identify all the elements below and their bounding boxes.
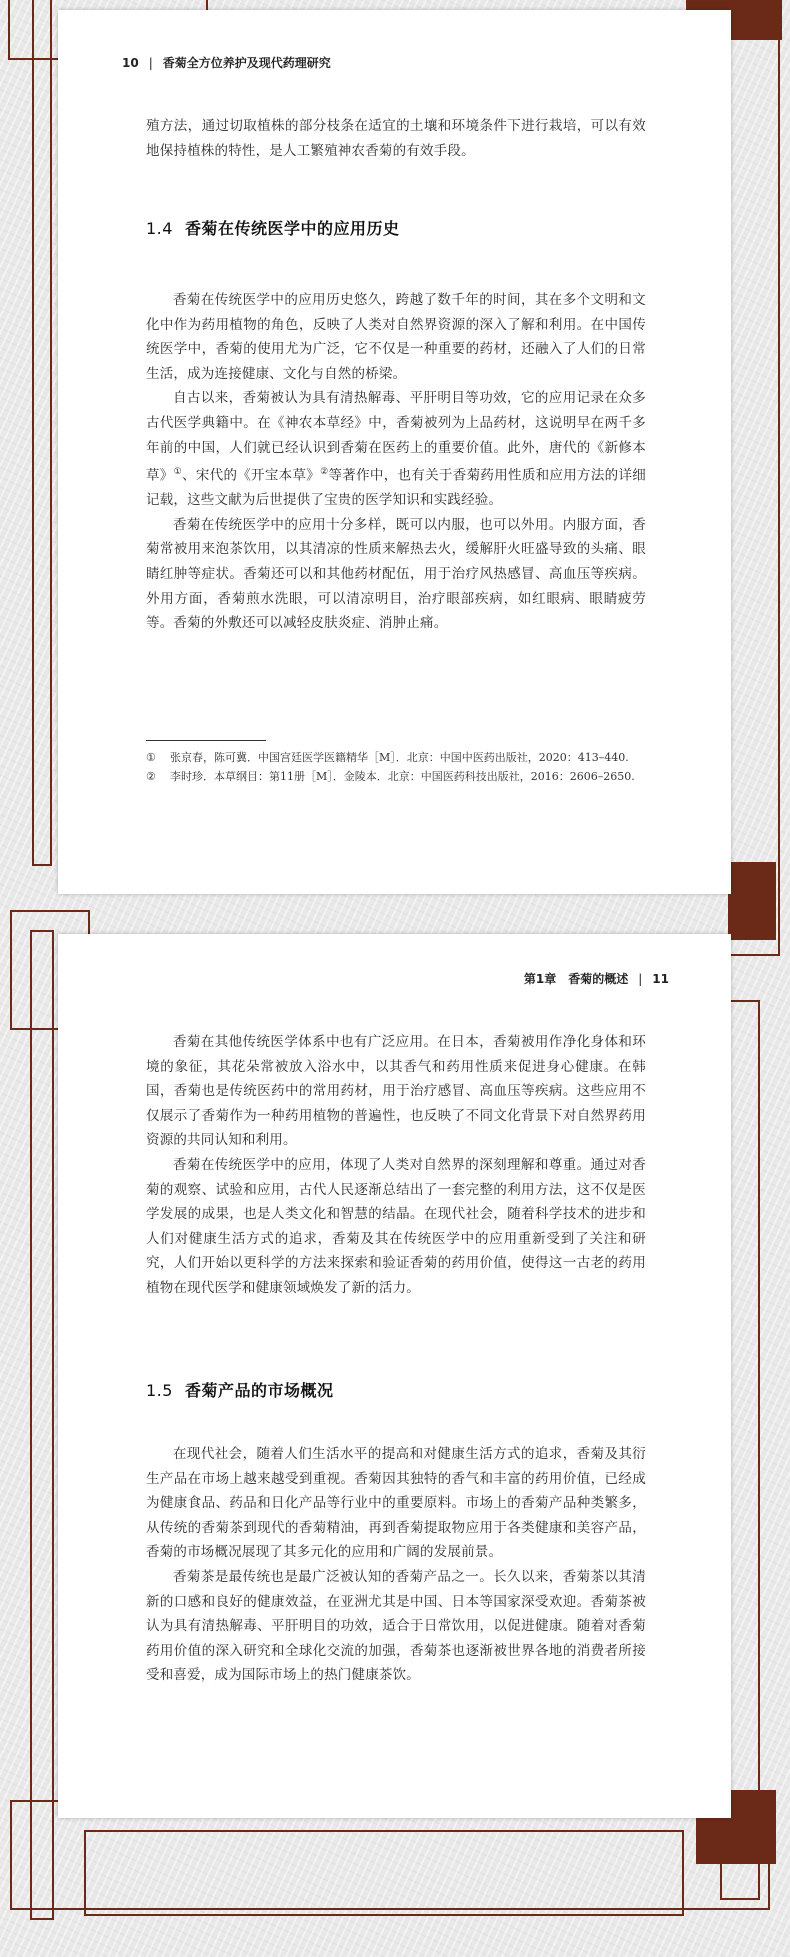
footnote-text: 张京春，陈可冀．中国宫廷医学医籍精华［M］．北京：中国中医药出版社，2020：413–440. bbox=[170, 751, 629, 764]
paragraph: 香菊在传统医学中的应用历史悠久，跨越了数千年的时间，其在多个文明和文化中作为药用植物的角色，反映了人类对自然界资源的深入了解和利用。在中国传统医学中，香菊的使用尤为广泛，它不仅是一种重要的药材，还融入了人们的日常生活，成为连接健康、文化与自然的桥梁。 bbox=[146, 292, 646, 382]
lead-paragraph-block bbox=[146, 114, 646, 163]
paragraph: 香菊在传统医学中的应用十分多样，既可以内服，也可以外用。内服方面，香菊常被用来泡茶饮用，以其清凉的性质来解热去火，缓解肝火旺盛导致的头痛、眼睛红肿等症状。香菊还可以和其他药材配伍，用于治疗风热感冒、高血压等疾病。外用方面，香菊煎水洗眼，可以清凉明目，治疗眼部疾病，如红眼病、眼睛疲劳等。香菊的外敷还可以减轻皮肤炎症、消肿止痛。 bbox=[146, 516, 646, 632]
section-number: 1.5 bbox=[146, 1381, 173, 1400]
book-page-11 bbox=[58, 934, 731, 1818]
footnote-divider bbox=[146, 740, 266, 741]
paragraph: 在现代社会，随着人们生活水平的提高和对健康生活方式的追求，香菊及其衍生产品在市场上越来越受到重视。香菊因其独特的香气和丰富的药用价值，已经成为健康食品、药品和日化产品等行业中的重要原料。市场上的香菊产品种类繁多，从传统的香菊茶到现代的香菊精油，再到香菊提取物应用于各类健康和美容产品，香菊的市场概况展现了其多元化的应用和广阔的发展前景。 bbox=[146, 1446, 646, 1561]
body-text-page-11-top bbox=[146, 1030, 646, 1301]
paragraph-with-refs bbox=[146, 386, 646, 512]
book-page-10 bbox=[58, 10, 731, 894]
page-number: 11 bbox=[652, 972, 669, 986]
book-title: 香菊全方位养护及现代药理研究 bbox=[162, 56, 331, 70]
section-title: 香菊在传统医学中的应用历史 bbox=[184, 219, 400, 238]
section-heading-1-5 bbox=[146, 1378, 646, 1401]
footnote bbox=[146, 767, 646, 786]
paragraph: 香菊在传统医学中的应用，体现了人类对自然界的深刻理解和尊重。通过对香菊的观察、试验和应用，古代人民逐渐总结出了一套完整的利用方法，这不仅是医学发展的成果，也是人类文化和智慧的结晶。在现代社会，随着科学技术的进步和人们对健康生活方式的追求，香菊及其在传统医学中的应用重新受到了关注和研究，人们开始以更科学的方法来探索和验证香菊的药用价值，使得这一古老的药用植物在现代医学和健康领域焕发了新的活力。 bbox=[146, 1156, 646, 1296]
left-lower-frame bbox=[30, 930, 54, 1920]
header-separator: | bbox=[148, 56, 153, 70]
footnote-ref[interactable]: ① bbox=[173, 467, 183, 478]
chapter-title: 第1章 香菊的概述 bbox=[523, 972, 629, 986]
running-header-right bbox=[524, 970, 669, 987]
footnote-mark: ② bbox=[146, 770, 156, 783]
footnote bbox=[146, 748, 646, 767]
body-text-page-10 bbox=[146, 288, 646, 636]
paragraph: 香菊茶是最传统也是最广泛被认知的香菊产品之一。长久以来，香菊茶以其清新的口感和良好的健康效益，在亚洲尤其是中国、日本等国家深受欢迎。香菊茶被认为具有清热解毒、平肝明目的功效，适合于日常饮用，以促进健康。随着对香菊药用价值的深入研究和全球化交流的加强，香菊茶也逐渐被世界各地的消费者所接受和喜爱，成为国际市场上的热门健康茶饮。 bbox=[146, 1568, 646, 1684]
footnotes bbox=[146, 748, 646, 786]
header-separator: | bbox=[638, 972, 643, 986]
paragraph-text: 等著作中，也有关于香菊药用性质和应用方法的详细记载，这些文献为后世提供了宝贵的医学知识和实践经验。 bbox=[146, 467, 646, 509]
paragraph: 香菊在其他传统医学体系中也有广泛应用。在日本，香菊被用作净化身体和环境的象征，其花朵常被放入浴水中，以其香气和药用性质来促进身心健康。在韩国，香菊也是传统医药中的常用药材，用于治疗感冒、高血压等疾病。这些应用不仅展示了香菊作为一种药用植物的普遍性，也反映了不同文化背景下对自然界药用资源的共同认知和利用。 bbox=[146, 1034, 646, 1149]
left-vertical-frame bbox=[32, 0, 52, 866]
footnote-text: 李时珍．本草纲目：第11册［M］．金陵本．北京：中国医药科技出版社，2016：2606–2650. bbox=[170, 770, 635, 783]
body-text-page-11-bottom bbox=[146, 1442, 646, 1688]
footnote-ref[interactable]: ② bbox=[320, 467, 329, 478]
page-number: 10 bbox=[122, 56, 139, 70]
footnote-mark: ① bbox=[146, 751, 156, 764]
paragraph-text: 、宋代的《开宝本草》 bbox=[182, 467, 321, 484]
section-heading-1-4 bbox=[146, 216, 646, 239]
section-number: 1.4 bbox=[146, 219, 173, 238]
paragraph-text: 自古以来，香菊被认为具有清热解毒、平肝明目等功效，它的应用记录在众多古代医学典籍中。在《神农本草经》中，香菊被列为上品药材，这说明早在两千多年前的中国，人们就已经认识到香菊在医药上的重要价值。此外，唐代的《新修本草》 bbox=[146, 390, 646, 484]
bottom-inner-frame bbox=[84, 1830, 684, 1916]
running-header-left bbox=[122, 54, 331, 71]
lead-paragraph: 殖方法，通过切取植株的部分枝条在适宜的土壤和环境条件下进行栽培，可以有效地保持植株的特性，是人工繁殖神农香菊的有效手段。 bbox=[146, 118, 646, 159]
section-title: 香菊产品的市场概况 bbox=[184, 1381, 334, 1400]
right-middle-block bbox=[728, 862, 776, 940]
